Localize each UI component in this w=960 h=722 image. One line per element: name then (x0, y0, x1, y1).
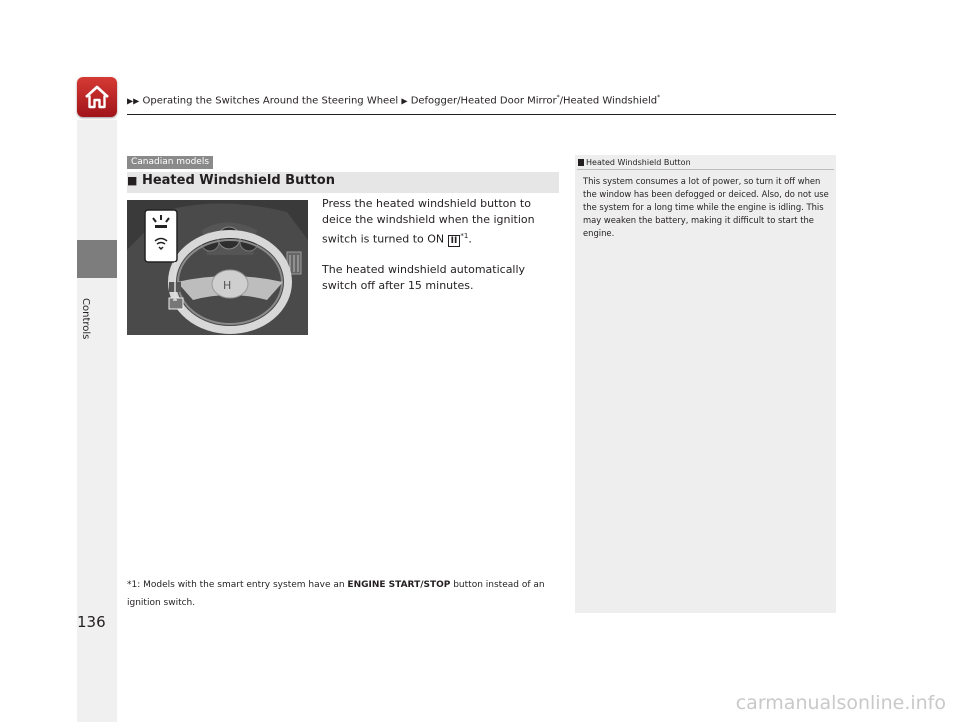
note-reference-icon (578, 159, 584, 166)
chapter-tab[interactable] (77, 240, 117, 278)
breadcrumb-arrow-icon: ▶ (401, 96, 408, 106)
note-heading: Heated Windshield Button (578, 158, 691, 167)
section-title-text: Heated Windshield Button (141, 173, 335, 188)
auto-off-paragraph: The heated windshield automatically switch off after 15 minutes. (322, 262, 526, 292)
footnote: *1: Models with the smart entry system have an ENGINE START/STOP button instead of an ignition switch. (127, 580, 545, 608)
note-divider (577, 169, 834, 170)
breadcrumb-asterisk: * (657, 94, 661, 101)
footnote-ref-link[interactable]: *1 (460, 232, 469, 240)
model-badge: Canadian models (127, 156, 213, 169)
breadcrumb-asterisk: * (556, 94, 560, 101)
instruction-paragraph: Press the heated windshield button to deice the windshield when the ignition switch is turned to ON II $^{*1}$. (322, 197, 535, 246)
section-marker-icon: ■ (127, 174, 138, 187)
breadcrumb (127, 94, 660, 106)
side-bar (77, 120, 117, 722)
chapter-label: Controls (80, 298, 91, 340)
breadcrumb-link-switches[interactable]: Operating the Switches Around the Steering Wheel (142, 95, 399, 107)
watermark: carmanualsonline.info (735, 692, 946, 714)
home-button[interactable] (77, 77, 117, 117)
page-number: 136 (77, 613, 106, 631)
breadcrumb-current: /Heated Windshield (559, 95, 658, 107)
note-body: This system consumes a lot of power, so turn it off when the window has been defogged or deiced. Also, do not use the system for a long time while the engine is idling. This may weaken the battery, making it difficult to start the engine. (583, 176, 829, 238)
ignition-position-key: II (448, 235, 461, 247)
header-divider (127, 114, 836, 115)
footnote-button-name: ENGINE START/STOP (347, 580, 451, 590)
section-title (127, 173, 335, 188)
svg-text:H: H (223, 279, 232, 292)
body-text (322, 196, 558, 308)
breadcrumb-link-defogger[interactable]: Defogger/Heated Door Mirror (410, 95, 557, 107)
breadcrumb-arrow-icon: ▶▶ (127, 96, 140, 106)
home-icon (83, 83, 111, 111)
dashboard-illustration (127, 200, 308, 335)
